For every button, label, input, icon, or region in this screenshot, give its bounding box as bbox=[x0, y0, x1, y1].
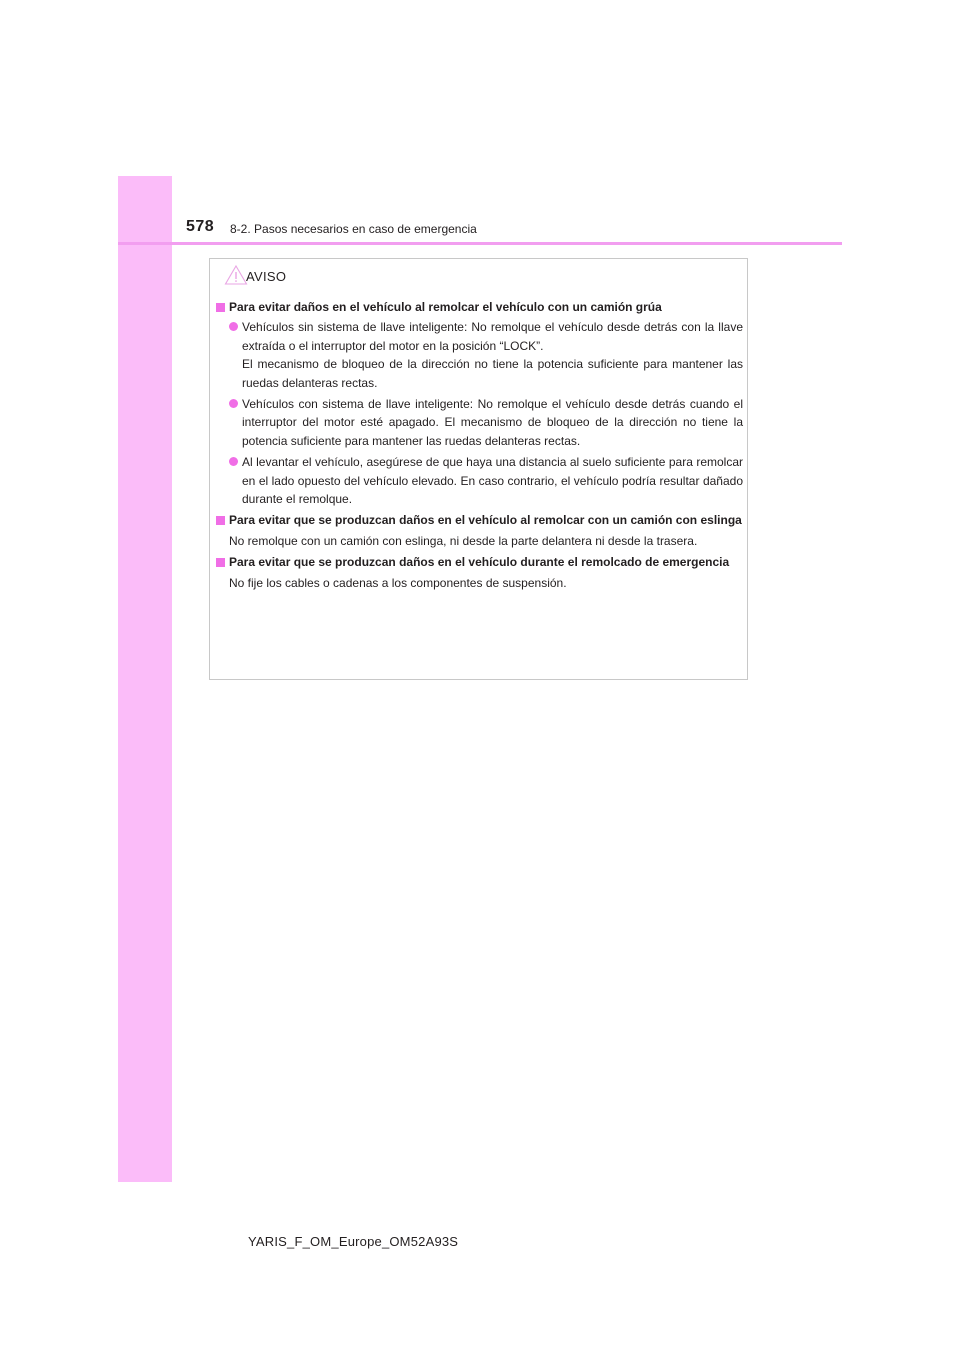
square-bullet-icon bbox=[216, 516, 225, 525]
warning-item-heading: Para evitar daños en el vehículo al remolcar el vehículo con un camión grúa bbox=[229, 300, 662, 314]
warning-item-body: No fije los cables o cadenas a los componentes de suspensión. bbox=[229, 575, 567, 590]
warning-item-heading: Para evitar que se produzcan daños en el vehículo durante el remolcado de emergencia bbox=[229, 555, 730, 570]
sub-item-text: Vehículos con sistema de llave inteligente: No remolque el vehículo desde detrás cuando el interruptor del motor esté apagado. El mecanismo de bloqueo de la dirección no tiene la potencia suficiente para mantener las ruedas delanteras rectas. bbox=[242, 397, 743, 448]
warning-item-emergency-towing bbox=[216, 553, 743, 592]
warning-triangle-icon bbox=[224, 264, 248, 286]
sub-item bbox=[229, 395, 743, 450]
round-bullet-icon bbox=[229, 322, 238, 331]
warning-title: AVISO bbox=[246, 268, 287, 284]
warning-item-heading: Para evitar que se produzcan daños en el vehículo al remolcar con un camión con eslinga bbox=[229, 513, 742, 528]
square-bullet-icon bbox=[216, 303, 225, 312]
document-id-footer: YARIS_F_OM_Europe_OM52A93S bbox=[248, 1234, 459, 1249]
side-tab-strip bbox=[118, 176, 172, 1182]
warning-item-sling-truck bbox=[216, 511, 743, 550]
warning-item-tow-truck bbox=[216, 298, 743, 508]
sub-item bbox=[229, 318, 743, 392]
warning-content bbox=[216, 298, 743, 595]
header-rule bbox=[118, 242, 842, 245]
warning-header bbox=[224, 263, 286, 287]
warning-box bbox=[209, 258, 748, 680]
sub-item-text: Vehículos sin sistema de llave inteligente: No remolque el vehículo desde detrás con la llave extraída o el interruptor del motor en la posición “LOCK”. bbox=[242, 320, 743, 353]
page-number: 578 bbox=[186, 218, 215, 235]
warning-item-body: No remolque con un camión con eslinga, ni desde la parte delantera ni desde la trasera. bbox=[229, 533, 698, 548]
sub-item-text: Al levantar el vehículo, asegúrese de que haya una distancia al suelo suficiente para remolcar en el lado opuesto del vehículo elevado. En caso contrario, el vehículo podría resultar dañado durante el remolque. bbox=[242, 455, 743, 507]
round-bullet-icon bbox=[229, 457, 238, 466]
round-bullet-icon bbox=[229, 399, 238, 408]
section-title: 8-2. Pasos necesarios en caso de emergencia bbox=[230, 222, 477, 236]
sub-item-text: El mecanismo de bloqueo de la dirección no tiene la potencia suficiente para mantener las ruedas delanteras rectas. bbox=[242, 357, 743, 390]
square-bullet-icon bbox=[216, 558, 225, 567]
sub-item bbox=[229, 453, 743, 508]
